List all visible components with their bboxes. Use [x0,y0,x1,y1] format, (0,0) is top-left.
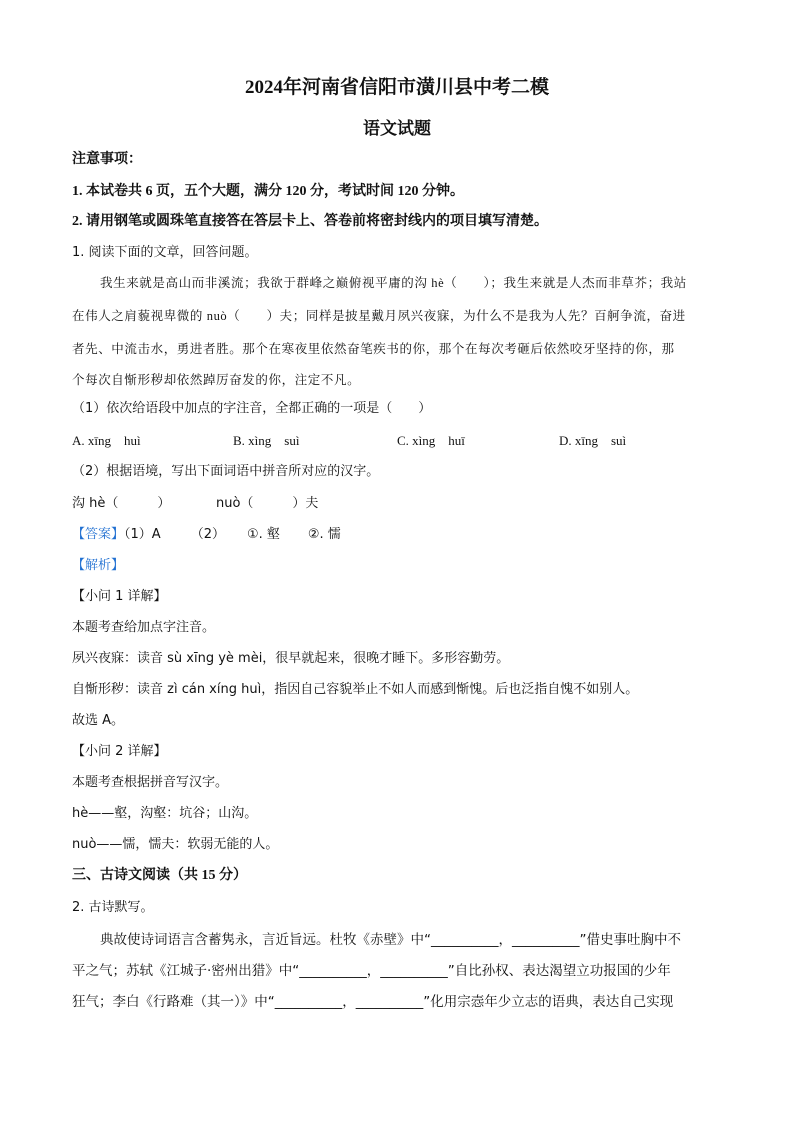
recitation-line: 平之气；苏轼《江城子·密州出猎》中“__________，__________”自比孙权、表达渴望立功报国的少年 [72,963,671,979]
sub-question-2: （2）根据语境，写出下面词语中拼音所对应的汉字。 [72,464,380,479]
detail-1-line: 自惭形秽：读音 zì cán xíng huì，指因自己容貌举止不如人而感到惭愧。后也泛指自愧不如别人。 [72,682,639,697]
notice-heading: 注意事项： [72,152,142,167]
analysis-label: 【解析】 [72,558,125,573]
answer-part-1: （1）A [124,527,161,542]
passage-line: 在伟人之肩藐视卑微的 nuò（ ）夫；同样是披星戴月夙兴夜寐，为什么不是我为人先？百舸争流，奋进 [72,309,686,323]
blank-he: 沟 hè（ ） [72,496,171,511]
passage-line: 我生来就是高山而非溪流；我欲于群峰之巅俯视平庸的沟 hè（ ）；我生来就是人杰而非草芥；我站 [100,276,687,290]
detail-2-line: hè——壑，沟壑：坑谷；山沟。 [72,806,258,821]
answer-label: 【答案】 [72,527,125,542]
detail-1-line: 夙兴夜寐：读音 sù xīng yè mèi，很早就起来，很晚才睡下。多形容勤劳。 [72,651,510,666]
recitation-line: 典故使诗词语言含蓄隽永，言近旨远。杜牧《赤壁》中“__________，__________”借史事吐胸中不 [100,932,681,948]
section-3-heading: 三、古诗文阅读（共 15 分） [72,868,247,883]
option-d: D. xīng suì [559,433,627,448]
detail-2-line: 本题考查根据拼音写汉字。 [72,775,229,790]
detail-2-line: nuò——懦，懦夫：软弱无能的人。 [72,837,279,852]
answer-item-2: ②. 懦 [307,527,341,542]
option-b: B. xìng suì [233,433,300,448]
option-c: C. xìng huī [397,433,465,448]
option-a: A. xīng huì [72,433,141,448]
recitation-line: 狂气；李白《行路难（其一）》中“__________，__________”化用宗悫年少立志的语典，表达自己实现 [72,994,674,1010]
notice-item-1: 1. 本试卷共 6 页，五个大题，满分 120 分，考试时间 120 分钟。 [72,184,464,199]
detail-2-label: 【小问 2 详解】 [72,744,167,759]
passage-line: 个每次自惭形秽却依然踔厉奋发的你，注定不凡。 [72,373,361,387]
question-1-stem: 1. 阅读下面的文章，回答问题。 [72,245,258,260]
detail-1-label: 【小问 1 详解】 [72,589,167,604]
blank-nuo: nuò（ ）夫 [216,496,319,511]
answer-row [72,525,341,545]
passage-line: 者先、中流击水，勇进者胜。那个在寒夜里依然奋笔疾书的你，那个在每次考砸后依然咬牙坚持的你，那 [72,342,675,356]
exam-subtitle: 语文试题 [363,119,431,138]
detail-1-line: 本题考查给加点字注音。 [72,620,216,635]
sub-question-1: （1）依次给语段中加点的字注音，全都正确的一项是（ ） [72,401,432,416]
notice-item-2: 2. 请用钢笔或圆珠笔直接答在答层卡上、答卷前将密封线内的项目填写清楚。 [72,214,548,229]
detail-1-line: 故选 A。 [72,713,125,728]
question-2-stem: 2. 古诗默写。 [72,900,154,915]
answer-item-1: ①. 壑 [246,527,280,542]
exam-title: 2024年河南省信阳市潢川县中考二模 [244,77,549,98]
answer-part-2: （2） [190,527,225,542]
